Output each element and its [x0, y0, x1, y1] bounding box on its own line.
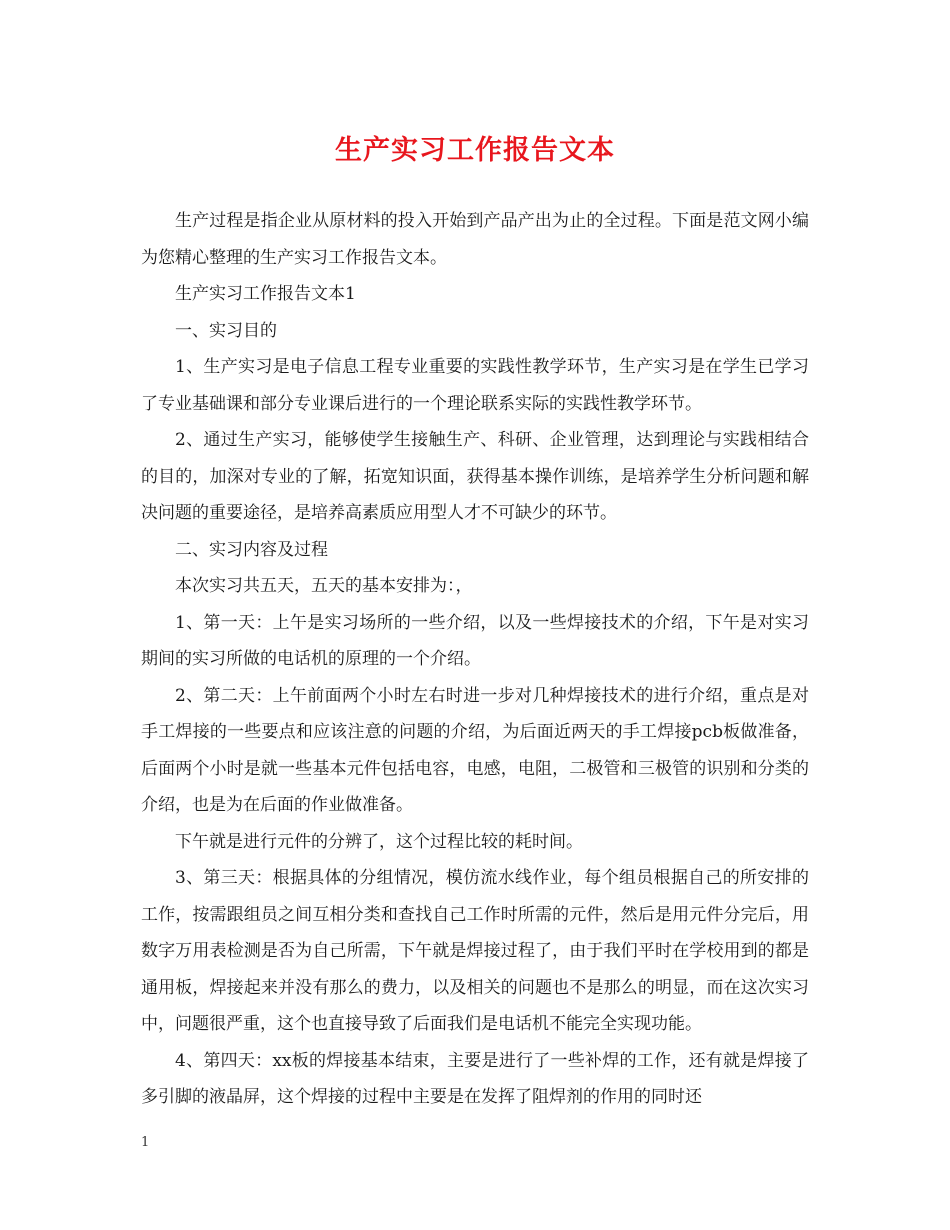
- section-heading-purpose: 一、实习目的: [175, 320, 277, 341]
- paragraph-purpose-1: 1、生产实习是电子信息工程专业重要的实践性教学环节，生产实习是在学生已学习了专业基础课和部分专业课后进行的一个理论联系实际的实践性教学环节。: [141, 357, 809, 414]
- paragraph-day-1: 1、第一天：上午是实习场所的一些介绍，以及一些焊接技术的介绍，下午是对实习期间的实习所做的电话机的原理的一个介绍。: [141, 612, 809, 669]
- document-title: 生产实习工作报告文本: [335, 135, 615, 166]
- paragraph-day-2: 2、第二天：上午前面两个小时左右时进一步对几种焊接技术的进行介绍，重点是对手工焊接的一些要点和应该注意的问题的介绍，为后面近两天的手工焊接pcb板做准备，后面两个小时是就一些基本元件包括电容，电感，电阻，二极管和三极管的识别和分类的介绍，也是为在后面的作业做准备。: [141, 685, 809, 815]
- paragraph-day-4: 4、第四天：xx板的焊接基本结束，主要是进行了一些补焊的工作，还有就是焊接了多引脚的液晶屏，这个焊接的过程中主要是在发挥了阻焊剂的作用的同时还: [141, 1050, 809, 1107]
- paragraph-day-2-afternoon: 下午就是进行元件的分辨了，这个过程比较的耗时间。: [175, 831, 583, 852]
- paragraph-intro: 生产过程是指企业从原材料的投入开始到产品产出为止的全过程。下面是范文网小编为您精心整理的生产实习工作报告文本。: [141, 211, 809, 268]
- page-number: 1: [141, 1135, 150, 1150]
- section-heading-content: 二、实习内容及过程: [175, 539, 328, 560]
- paragraph-day-3: 3、第三天：根据具体的分组情况，模仿流水线作业，每个组员根据自己的所安排的工作，按需跟组员之间互相分类和查找自己工作时所需的元件，然后是用元件分完后，用数字万用表检测是否为自己所需，下午就是焊接过程了，由于我们平时在学校用到的都是通用板，焊接起来并没有那么的费力，以及相关的问题也不是那么的明显，而在这次实习中，问题很严重，这个也直接导致了后面我们是电话机不能完全实现功能。: [141, 868, 809, 1034]
- document-body: [141, 203, 809, 1116]
- paragraph-subtitle: 生产实习工作报告文本1: [175, 284, 356, 304]
- paragraph-schedule: 本次实习共五天，五天的基本安排为：，: [175, 576, 473, 596]
- paragraph-purpose-2: 2、通过生产实习，能够使学生接触生产、科研、企业管理，达到理论与实践相结合的目的，加深对专业的了解，拓宽知识面，获得基本操作训练，是培养学生分析问题和解决问题的重要途径，是培养高素质应用型人才不可缺少的环节。: [141, 430, 809, 523]
